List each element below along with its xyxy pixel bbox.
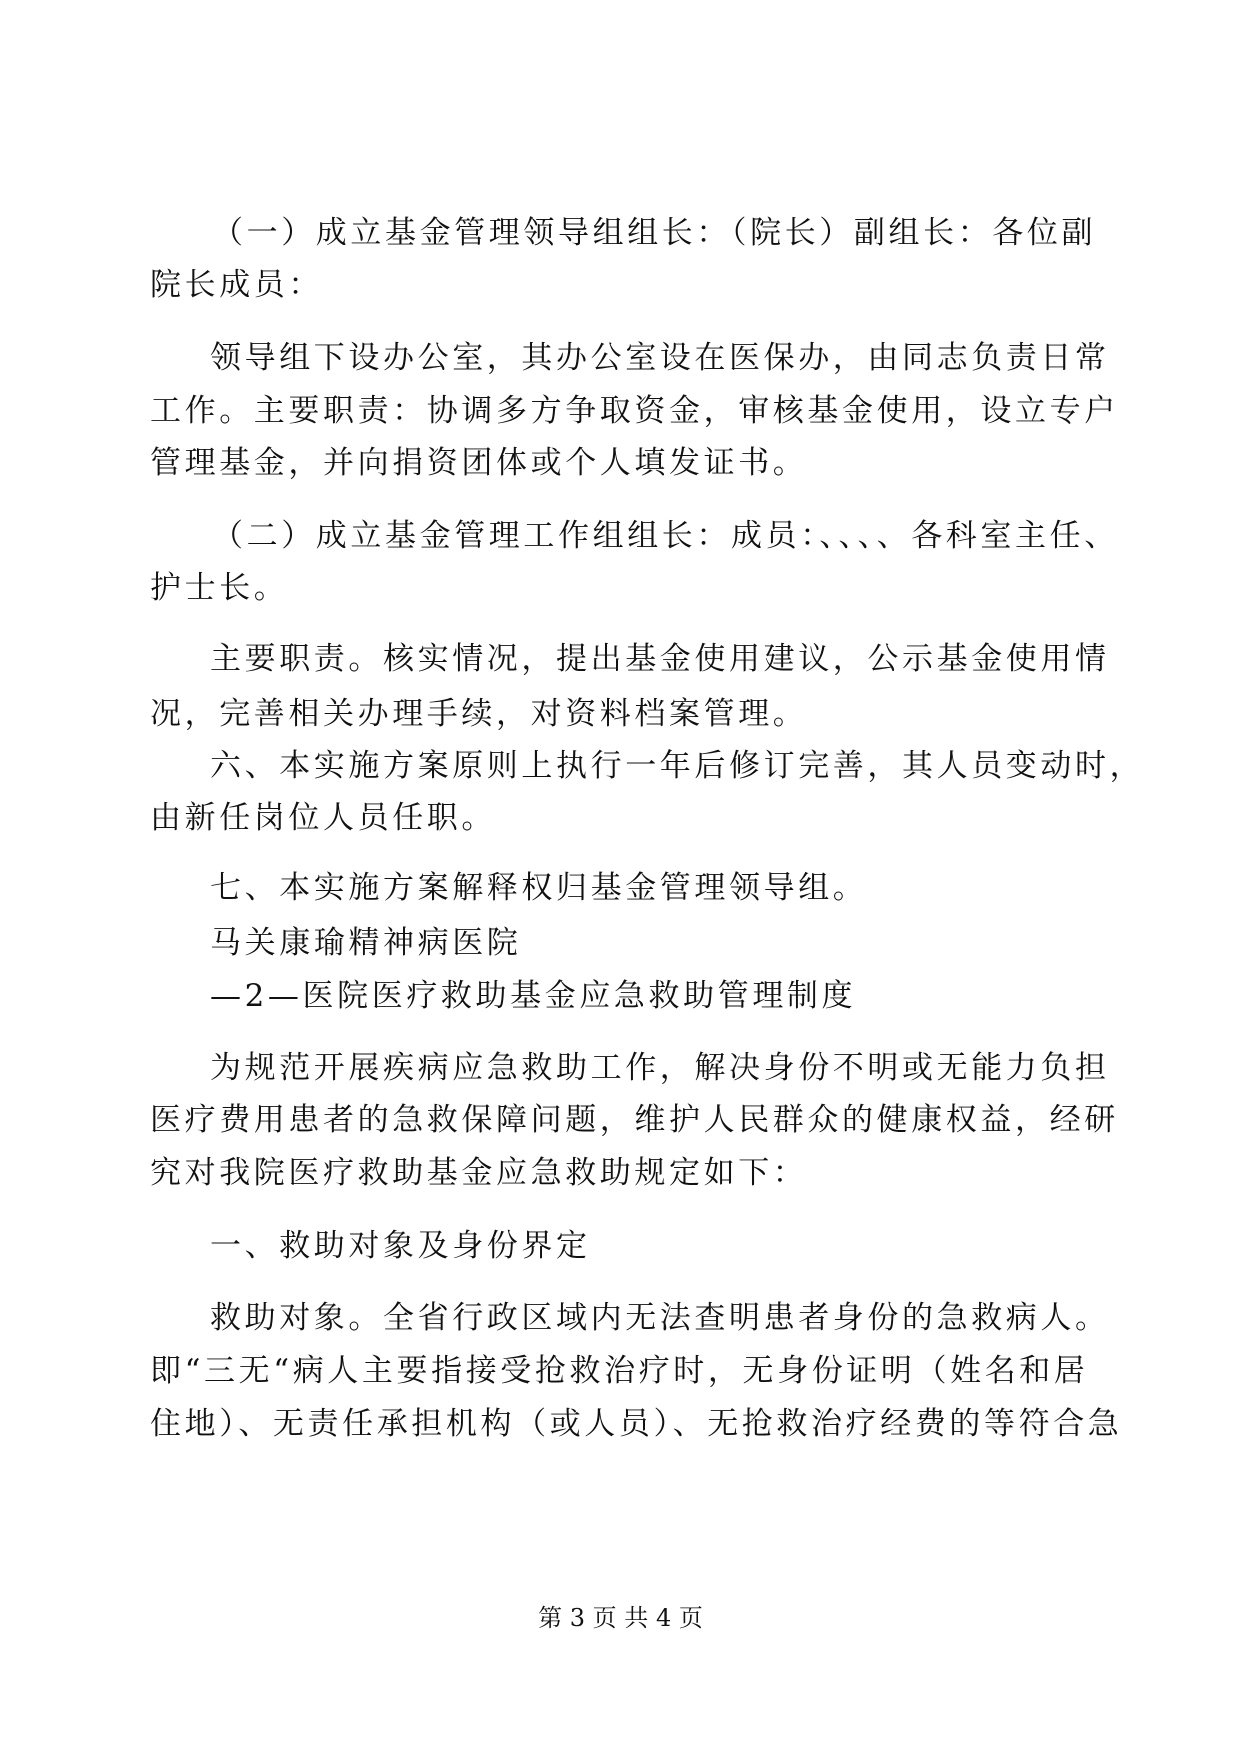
text-line: 一、救助对象及身份界定	[210, 1228, 591, 1264]
text-line: （二）成立基金管理工作组组长：成员：、、、、各科室主任、	[212, 518, 1119, 554]
text-line: 医疗费用患者的急救保障问题，维护人民群众的健康权益，经研	[150, 1102, 1119, 1138]
text-line: 即“三无“病人主要指接受抢救治疗时，无身份证明（姓名和居	[150, 1353, 1089, 1389]
text-line: 院长成员：	[150, 267, 323, 303]
text-line: 为规范开展疾病应急救助工作，解决身份不明或无能力负担	[210, 1050, 1110, 1086]
text-line: 工作。主要职责：协调多方争取资金，审核基金使用，设立专户	[150, 393, 1119, 429]
text-line: 由新任岗位人员任职。	[150, 800, 496, 836]
text-line: 住地）、无责任承担机构（或人员）、无抢救治疗经费的等符合急	[150, 1406, 1123, 1442]
text-line: 管理基金，并向捐资团体或个人填发证书。	[150, 445, 808, 481]
text-line: 护士长。	[150, 570, 289, 606]
text-line: 六、本实施方案原则上执行一年后修订完善，其人员变动时，	[210, 748, 1145, 784]
text-line: —2—医院医疗救助基金应急救助管理制度	[210, 978, 857, 1014]
text-line: （一）成立基金管理领导组组长：（院长）副组长：各位副	[212, 215, 1097, 251]
text-line: 究对我院医疗救助基金应急救助规定如下：	[150, 1155, 808, 1191]
text-line: 救助对象。全省行政区域内无法查明患者身份的急救病人。	[210, 1300, 1110, 1336]
text-line: 领导组下设办公室，其办公室设在医保办，由同志负责日常	[210, 340, 1110, 376]
text-line: 七、本实施方案解释权归基金管理领导组。	[210, 870, 868, 906]
page-footer: 第 3 页 共 4 页	[538, 1604, 703, 1632]
text-line: 况，完善相关办理手续，对资料档案管理。	[150, 696, 808, 732]
text-line: 马关康瑜精神病医院	[210, 925, 522, 961]
text-line: 主要职责。核实情况，提出基金使用建议，公示基金使用情	[210, 641, 1110, 677]
